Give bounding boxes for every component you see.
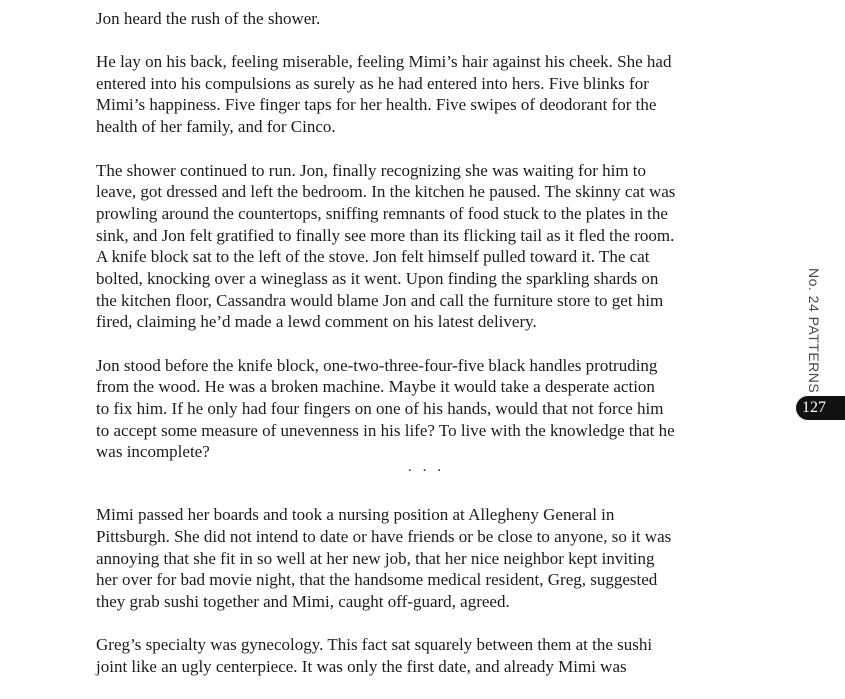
cut-off-line — [96, 0, 736, 8]
text-line: Mimi’s happiness. Five finger taps for her health. Five swipes of deodorant for the — [96, 95, 657, 115]
text-line: her over for bad movie night, that the handsome medical resident, Greg, suggested — [96, 570, 658, 590]
page-number: 127 — [796, 396, 845, 420]
text-line: from the wood. He was a broken machine. Maybe it would take a desperate action — [96, 377, 655, 397]
text-line: annoying that she fit in so well at her new job, that her nice neighbor kept inviting — [96, 548, 655, 568]
text-line: A knife block sat to the left of the stove. Jon felt himself pulled toward it. The cat — [96, 247, 650, 267]
paragraph-1 — [96, 0, 736, 29]
text-line: the kitchen floor, Cassandra would blame Jon and call the furniture store to get him — [96, 290, 664, 310]
text-line: Jon stood before the knife block, one-two-three-four-five black handles protruding — [96, 355, 658, 375]
text-line: they grab sushi together and Mimi, caught off-guard, agreed. — [96, 591, 510, 611]
text-line: The shower continued to run. Jon, finally recognizing she was waiting for him to — [96, 160, 647, 180]
text-line: fired, claiming he’d made a lewd comment on his latest delivery. — [96, 312, 537, 332]
paragraph-3 — [96, 160, 736, 334]
text-line: Greg’s specialty was gynecology. This fact sat squarely between them at the sushi — [96, 635, 653, 655]
text-line: sink, and Jon felt gratified to finally see more than its flicking tail as it fled the room. — [96, 225, 675, 245]
text-line: Jon heard the rush of the shower. — [96, 8, 321, 28]
paragraph-5 — [96, 504, 736, 612]
text-line: to accept some measure of unevenness in his life? To live with the knowledge that he — [96, 420, 675, 440]
paragraph-6 — [96, 634, 736, 677]
body-text — [96, 0, 736, 699]
text-line: health of her family, and for Cinco. — [96, 117, 336, 137]
text-line: Pittsburgh. She did not intend to date or have friends or be close to anyone, so it was — [96, 526, 672, 546]
section-break: · · · — [407, 463, 445, 480]
text-line: bolted, knocking over a wineglass as it went. Upon finding the sparkling shards on — [96, 268, 659, 288]
text-line: Mimi passed her boards and took a nursing position at Allegheny General in — [96, 505, 615, 525]
text-line: prowling around the countertops, sniffing remnants of food stuck to the plates in the — [96, 203, 668, 223]
running-header: No. 24 PATTERNS — [806, 268, 822, 394]
paragraph-2 — [96, 51, 736, 138]
text-line: entered into his compulsions as surely as he had entered into hers. Five blinks for — [96, 73, 649, 93]
text-line: joint like an ugly centerpiece. It was only the first date, and already Mimi was — [96, 656, 627, 676]
paragraph-4 — [96, 355, 736, 463]
text-line: leave, got dressed and left the bedroom. In the kitchen he paused. The skinny cat was — [96, 182, 676, 202]
text-line: He lay on his back, feeling miserable, feeling Mimi’s hair against his cheek. She had — [96, 52, 672, 72]
text-line: was incomplete? — [96, 442, 210, 462]
text-line: to fix him. If he only had four fingers on one of his hands, would that not force him — [96, 399, 664, 419]
